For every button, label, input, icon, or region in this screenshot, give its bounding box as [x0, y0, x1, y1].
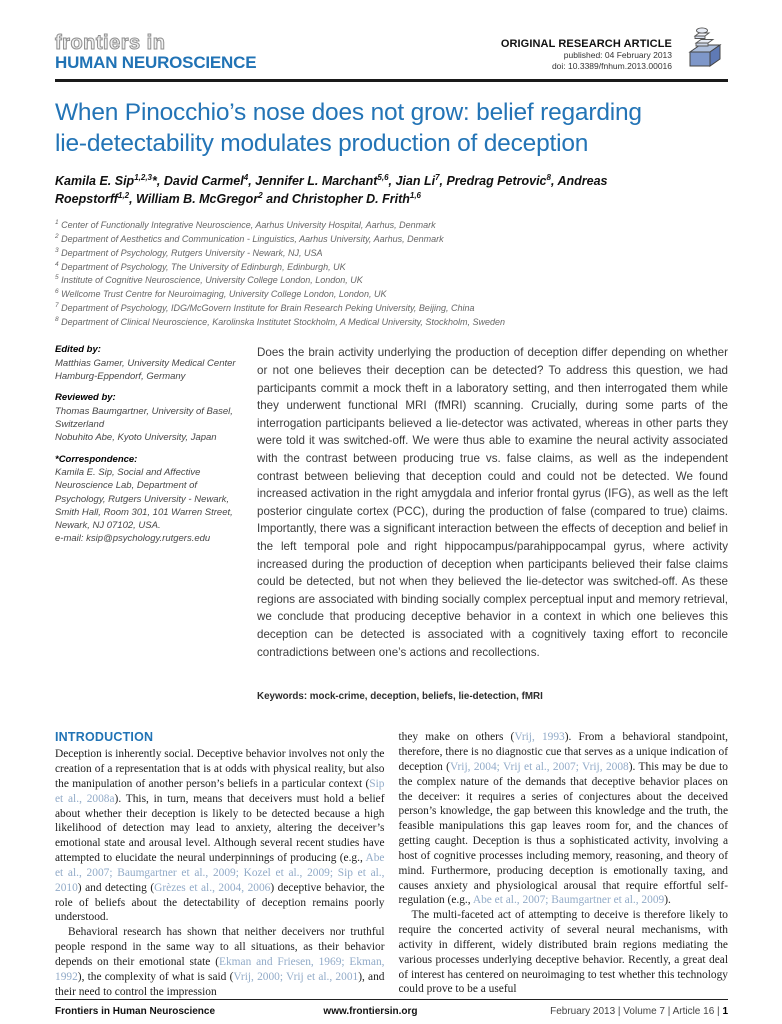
affiliation-line: $^5$ Institute of Cognitive Neuroscience, University College London, London, UK [55, 274, 363, 286]
abstract-section [257, 344, 728, 702]
intro-right-column [399, 730, 729, 999]
citation-link[interactable]: Vrij, 1993 [514, 731, 565, 744]
author-name: Andreas Roepstorff$^{1,2}$ [55, 173, 608, 207]
body-paragraph: they make on others (Vrij, 1993). From a behavioral standpoint, therefore, there is no diagnostic cue that serves as a unique indication of deception (Vrij, 2004; Vrij et al., 2007; Vrij, 2008). This may be due to the complex nature of the demands that deceptive behavior places on the deceiver: it requires a series of conjectures about the deceived person’s knowledge, the gap between this knowledge and the truth, the feasible manipulations this gap leaves room for, and the chances of getting caught. Deception is thus a sophisticated activity, involving a host of cognitive processes including memory, reasoning, and theory of mind. Furthermore, producing deception is emotionally taxing, and causes anxiety and physiological arousal that require effortful self-regulation (e.g., Abe et al., 2007; Baumgartner et al., 2009). [398, 731, 729, 907]
citation-link[interactable]: Vrij, 2000; Vrij et al., 2001 [233, 970, 359, 983]
citation-link[interactable]: Grèzes et al., 2004, 2006 [154, 881, 271, 894]
author-name: Jian Li$^7$ [395, 172, 440, 188]
edited-by-label: Edited by: [55, 344, 101, 356]
footer-site-link[interactable]: www.frontiersin.org [323, 1006, 418, 1018]
email-prefix: e-mail: [55, 532, 87, 544]
reviewed-by-label: Reviewed by: [55, 392, 116, 404]
author-name: William B. McGregor$^2$ [136, 190, 263, 207]
title-line-1: When Pinocchio’s nose does not grow: belief regarding [55, 98, 642, 126]
body-paragraph: Behavioral research has shown that neither deceivers nor truthful people respond in the same way to all situations, as their behavior depends on their emotional state (Ekman and Friesen, 1969; Ekman, 1992), the complexity of what is said (Vrij, 2000; Vrij et al., 2001), and their need to control the impression [55, 926, 385, 998]
body-paragraph: Deception is inherently social. Deceptive behavior involves not only the creation of a representation that is at odds with physical reality, but also the manipulation of another person’s beliefs in a particular context (Sip et al., 2008a). This, in turn, means that deceivers must hold a belief about whether their deception is likely to be detected because a high likelihood of detection may lead to anxiety, altering the deceiver’s emotional state and arousal level. Although several recent studies have attempted to elucidate the neural underpinnings of producing (e.g., Abe et al., 2007; Baumgartner et al., 2009; Kozel et al., 2009; Sip et al., 2010) and detecting (Grèzes et al., 2004, 2006) deceptive behavior, the role of beliefs about the detectability of deception remains poorly understood. [55, 748, 385, 924]
citation-link[interactable]: Abe et al., 2007; Baumgartner et al., 2009 [472, 894, 665, 907]
body-paragraph: The multi-faceted act of attempting to deceive is therefore likely to require the concerted activity of several neural mechanisms, with activity in different, widely distributed brain regions mediating the various processes underlying deceptive behavior. Recently, a great deal of interest has centered on neuroimaging to test whether this technology could prove to be a useful [398, 909, 728, 996]
author-name: Jennifer L. Marchant$^{5,6}$ [255, 172, 389, 188]
reviewer-1: Thomas Baumgartner, University of Basel, Switzerland [55, 406, 233, 431]
citation-link[interactable]: Sip et al., 2008a [55, 777, 385, 805]
title-line-2: lie-detectability modulates production of deception [55, 129, 589, 157]
author-name: Predrag Petrovic$^8$ [446, 172, 551, 188]
keywords-line: Keywords: mock-crime, deception, beliefs, lie-detection, fMRI [257, 691, 543, 703]
affiliation-line: $^6$ Wellcome Trust Centre for Neuroimaging, University College London, London, UK [55, 288, 387, 300]
abstract-text: Does the brain activity underlying the production of deception differ depending on whether or not one believes their deception can be detected? To address this question, we had participants commit a mock theft in a laboratory setting, and then interrogated them while they underwent functional MRI (fMRI) scanning. Crucially, during some parts of the interrogation participants believed a lie-detector was activated, whereas in other parts they were told it was switched-off. We were thus able to examine the neural activity associated with the contrast between producing true vs. false claims, as well as the independent contrast between believing that deception could and could not be detected. We found increased activation in the right amygdala and inferior frontal gyrus (IFG), as well as the left posterior cingulate cortex (PCC), during the production of false (compared to true) claims. Importantly, there was a significant interaction between the effects of deception and belief in the left temporal pole and right hippocampus/parahippocampal gyrus, where activity increased during the production of deception when participants believed their false claims could be detected, but not when they believed the lie-detector was switched-off. As these regions are associated with binding socially complex perceptual input and memory retrieval, we conclude that producing deceptive behavior in a context in which one believes this deception can be detected is associated with a cognitively taxing effort to reconcile contradictions between one’s actions and recollections. [257, 346, 728, 659]
correspondence-label: *Correspondence: [55, 453, 138, 465]
footer-issue-info [476, 1006, 728, 1017]
affiliation-line: $^1$ Center of Functionally Integrative Neuroscience, Aarhus University Hospital, Aarhus, Denmark [55, 219, 436, 231]
page-footer [55, 999, 728, 1017]
author-list: Kamila E. Sip$^{1,2,3}$*, David Carmel$^4$, Jennifer L. Marchant$^{5,6}$, Jian Li$^7$, Predrag Petrovic$^8$, Andreas Roepstorff$^{1,2}$, William B. McGregor$^2$ and Christopher D. Frith$^{1,6}$ [55, 172, 608, 207]
affiliation-list [55, 218, 728, 328]
edited-by-text: Matthias Gamer, University Medical Center Hamburg-Eppendorf, Germany [55, 358, 236, 383]
journal-name: HUMAN NEUROSCIENCE [55, 52, 257, 72]
footer-rule [55, 999, 728, 1000]
footer-issue-text: February 2013 | Volume 7 | Article 16 | [550, 1006, 723, 1018]
intro-left-column [55, 730, 385, 999]
email-link[interactable]: ksip@psychology.rutgers.edu [86, 532, 211, 544]
affiliation-line: $^8$ Department of Clinical Neuroscience, Karolinska Institutet Stockholm, A Medical University, Stockholm, Sweden [55, 315, 505, 327]
footer-journal-name: Frontiers in Human Neuroscience [55, 1006, 216, 1018]
author-name: Kamila E. Sip$^{1,2,3}$* [55, 172, 157, 188]
citation-link[interactable]: Vrij, 2004; Vrij et al., 2007; Vrij, 2008 [449, 760, 629, 773]
introduction-heading: INTRODUCTION [55, 730, 154, 745]
frontiers-blocks-logo-icon [682, 26, 728, 72]
correspondence-email-line [55, 532, 241, 545]
author-name: David Carmel$^4$ [163, 172, 249, 188]
header-rule [55, 79, 728, 82]
affiliation-line: $^4$ Department of Psychology, The University of Edinburgh, Edinburgh, UK [55, 260, 346, 272]
citation-link[interactable]: Ekman and Friesen, 1969; Ekman, 1992 [55, 955, 385, 983]
reviewer-2: Nobuhito Abe, Kyoto University, Japan [55, 432, 217, 444]
published-date: published: 04 February 2013 [563, 50, 672, 60]
affiliation-line: $^3$ Department of Psychology, Rutgers University - Newark, NJ, USA [55, 246, 323, 258]
affiliation-line: $^2$ Department of Aesthetics and Communication - Linguistics, Aarhus University, Aarhus, Denmark [55, 232, 444, 244]
affiliation-line: $^7$ Department of Psychology, IDG/McGovern Institute for Brain Research Peking University, Beijing, China [55, 301, 475, 313]
editorial-sidebar [55, 344, 241, 702]
citation-link[interactable]: Abe et al., 2007; Baumgartner et al., 2009; Kozel et al., 2009; Sip et al., 2010 [55, 852, 385, 894]
doi-text: doi: 10.3389/fnhum.2013.00016 [551, 61, 672, 72]
author-name: Christopher D. Frith$^{1,6}$ [291, 190, 421, 207]
frontiers-in-logotype: frontiers in [55, 31, 166, 54]
journal-logotype [55, 33, 256, 73]
article-title [55, 98, 728, 160]
page-header [55, 26, 728, 73]
introduction-section [55, 730, 728, 999]
article-type-label: ORIGINAL RESEARCH ARTICLE [500, 38, 672, 50]
article-meta [501, 26, 672, 73]
footer-page-number: 1 [722, 1006, 728, 1018]
correspondence-address: Kamila E. Sip, Social and Affective Neuroscience Lab, Department of Psychology, Rutgers University - Newark, Smith Hall, Room 301, 101 Warren Street, Newark, NJ 07102, USA. [55, 467, 233, 531]
